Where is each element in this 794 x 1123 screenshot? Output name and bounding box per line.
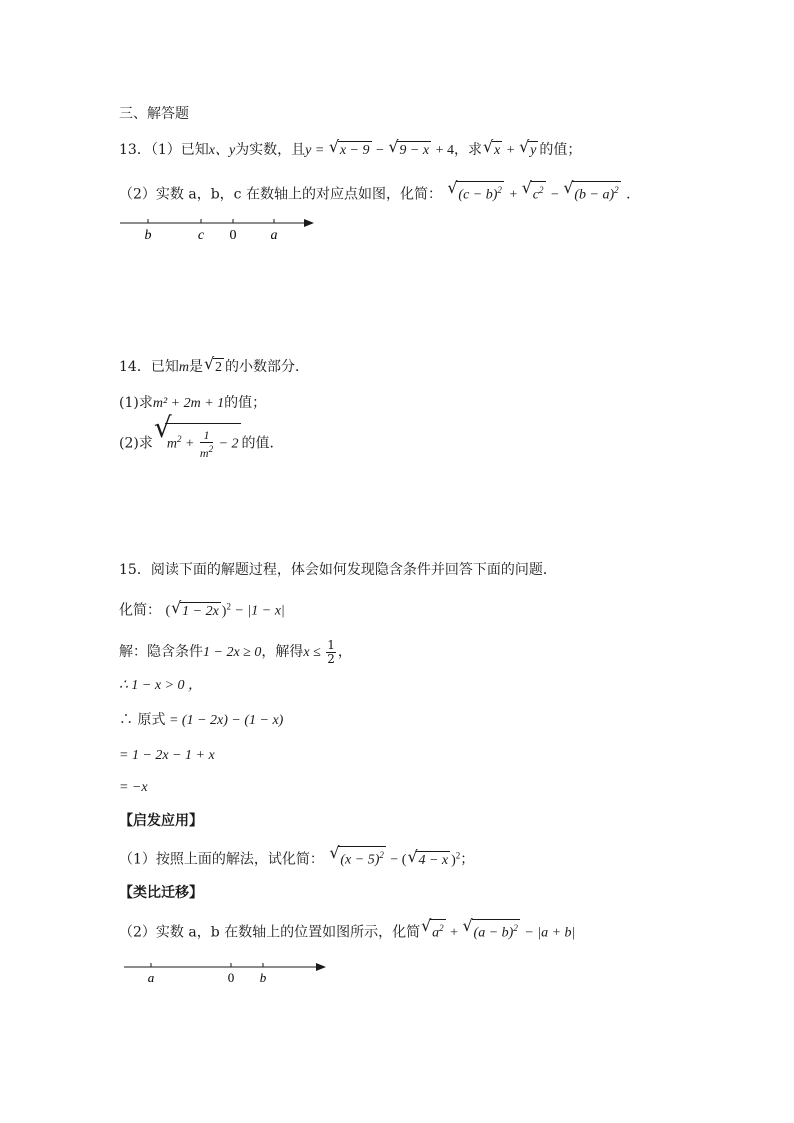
q13-p1-vars: x、y — [208, 143, 236, 158]
label-a: a — [270, 228, 278, 243]
q15-app-radical-1: √ $(x - 5)^2$ — [329, 843, 384, 868]
q15-simplify: 化简： ( √ 1 − 2x )$^2$ − |1 − x| — [119, 597, 285, 619]
q15-sol-x: x ≤ — [303, 645, 325, 660]
q13-radical-1: √ x − 9 — [328, 137, 370, 158]
q13-number-line — [118, 214, 318, 244]
label-a: a — [147, 970, 155, 985]
q13-p2-radical-1: √ $(c - b)^2$ — [447, 178, 502, 203]
q15-transfer — [119, 916, 576, 944]
q15-heading-transfer: 【类比迁移】 — [119, 885, 203, 901]
label-0: 0 — [229, 228, 237, 243]
q14-stem-end: 的小数部分． — [224, 359, 309, 375]
q13-minus: − — [372, 143, 388, 158]
q15-step1: ∴ 1 − x > 0 ， — [119, 678, 203, 693]
q15-simplify-label: 化简： — [119, 602, 161, 619]
q14-part2 — [119, 411, 284, 460]
q13-p2-end: ． — [626, 186, 641, 203]
q15-step3: = 1 − 2x − 1 + x — [119, 748, 215, 763]
q15-sol-mid: ，解得 — [261, 644, 304, 660]
label-0: 0 — [227, 970, 235, 985]
q13-p1-prefix: 13．（1）已知 — [119, 142, 209, 158]
q13-part1 — [119, 137, 582, 161]
q13-p2-text: （2）实数 a，b，c 在数轴上的对应点如图，化简： — [119, 186, 442, 203]
q15-trans-radical-2: √ $(a - b)^2$ — [462, 916, 518, 941]
axis-arrow — [316, 963, 326, 971]
q15-stem: 15．阅读下面的解题过程，体会如何发现隐含条件并回答下面的问题． — [119, 562, 557, 578]
q14-stem — [119, 354, 309, 378]
axis-arrow — [304, 219, 314, 227]
q14-radical: √ 2 — [203, 354, 222, 375]
section-title: 三、解答题 — [119, 106, 189, 122]
q14-part1 — [119, 393, 266, 414]
q15-simplify-tail: − |1 − x| — [230, 603, 285, 619]
q13-p1-end: 的值； — [539, 142, 582, 158]
q13-p1-mid: 为实数，且 — [235, 142, 306, 158]
q15-trans-tail: − |a + b| — [520, 925, 576, 941]
q15-solution — [119, 634, 352, 671]
q15-sol-cond: 1 − 2x ≥ 0 — [203, 645, 262, 660]
q15-heading-application: 【启发应用】 — [119, 813, 203, 829]
q15-radical: √ 1 − 2x — [171, 597, 219, 619]
q15-app-text: （1）按照上面的解法，试化简： — [119, 851, 324, 868]
q15-sol-prefix: 解：隐含条件 — [119, 644, 203, 660]
label-b: b — [144, 228, 152, 243]
q15-app-minus: − — [386, 852, 402, 868]
q15-step4: = −x — [119, 780, 148, 795]
q15-number-line — [122, 958, 332, 988]
q14-p1-expr: m² + 2m + 1 — [152, 396, 225, 411]
q15-trans-text: （2）实数 a，b 在数轴上的位置如图所示，化简 — [119, 924, 421, 941]
q13-plus: + — [503, 143, 519, 158]
q14-p2-radical: √ $m^2$ + $\frac{1}{m^2}$ − 2 — [153, 411, 239, 460]
q15-application: （1）按照上面的解法，试化简： √ $(x - 5)^2$ − ( √ 4 − x )$^2$； — [119, 843, 475, 868]
q15-step2 — [119, 710, 283, 731]
q14-stem-var: m — [178, 360, 189, 375]
q13-radical-3: √ x — [483, 137, 501, 158]
q15-sol-end: ， — [337, 644, 352, 660]
q15-app-end: ； — [460, 851, 475, 868]
q15-trans-radical-1: √ $a^2$ — [421, 916, 444, 941]
q15-sol-frac: $\frac{1}{2}$ — [327, 637, 335, 666]
q14-p1-prefix: (1)求 — [119, 395, 153, 411]
q13-plus4: + 4 — [432, 143, 454, 158]
q13-ask: ，求 — [454, 142, 482, 158]
q13-radical-2: √ 9 − x — [388, 137, 430, 158]
q14-p2-end: 的值． — [241, 435, 284, 452]
q13-part2: （2）实数 a，b，c 在数轴上的对应点如图，化简： √ $(c - b)^2$ + √ $c^2$ − √ $(b - a)^2$ ． — [119, 178, 641, 203]
q13-p2-radical-3: √ $(b - a)^2$ — [563, 178, 619, 203]
q15-app-radical-2: √ 4 − x — [407, 846, 449, 868]
q15-step2-expr: = (1 − 2x) − (1 − x) — [165, 713, 284, 728]
q14-p2-prefix: (2)求 — [119, 435, 153, 452]
q14-p1-end: 的值； — [224, 395, 267, 411]
q13-radical-4: √ y — [519, 137, 537, 158]
label-b: b — [259, 970, 267, 985]
q14-stem-prefix: 14．已知 — [119, 359, 179, 375]
q15-trans-plus: + — [446, 925, 462, 941]
q13-p2-radical-2: √ $c^2$ — [521, 178, 544, 203]
label-c: c — [197, 228, 205, 243]
q15-step2-prefix: ∴ 原式 — [119, 712, 166, 728]
q13-p1-eq: y = — [305, 143, 328, 158]
q14-stem-mid: 是 — [188, 359, 203, 375]
